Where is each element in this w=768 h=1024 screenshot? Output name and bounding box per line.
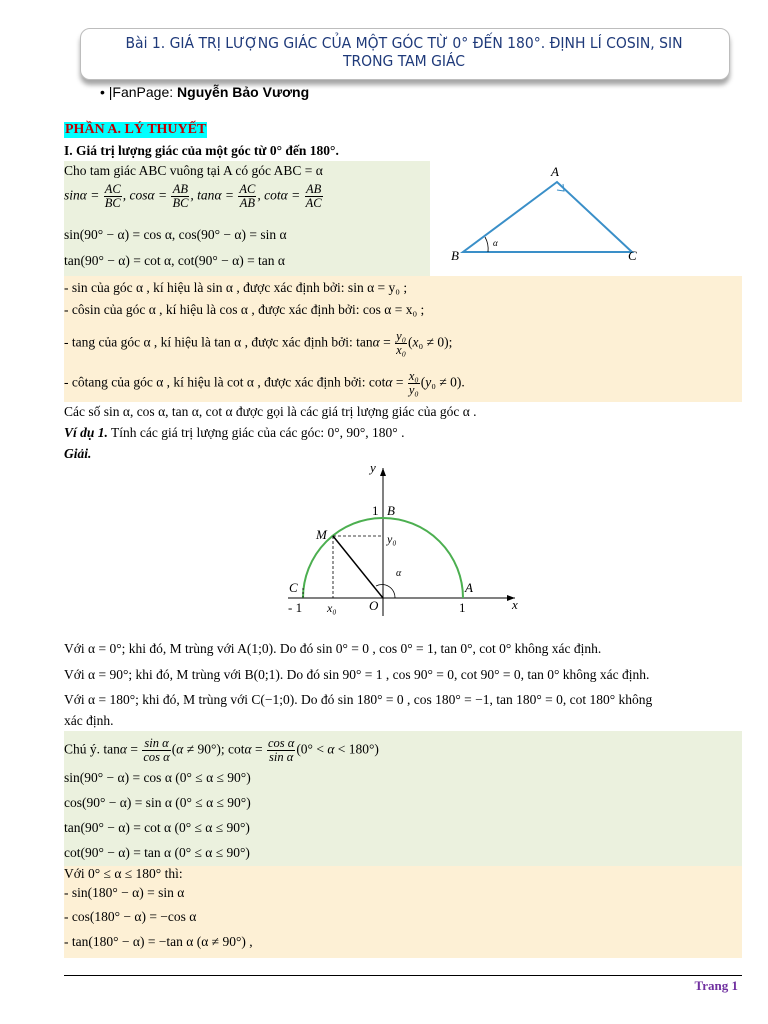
case-180-cont: xác định.: [64, 713, 114, 728]
label-neg-one: - 1: [288, 600, 303, 615]
label-one-top: 1: [372, 503, 379, 518]
label-A-point: A: [465, 580, 473, 595]
values-sentence: Các số sin α, cos α, tan α, cot α được gọi là các giá trị lượng giác của góc α .: [64, 404, 477, 419]
label-alpha-angle: α: [396, 568, 402, 579]
label-A: A: [551, 164, 559, 179]
triangle-shape: [463, 182, 632, 252]
label-C-point: C: [289, 580, 298, 595]
right-triangle-figure: [445, 160, 645, 270]
fanpage-name: Nguyễn Bảo Vương: [177, 84, 310, 100]
note-label: Chú ý.: [64, 741, 101, 757]
section-heading-a: PHẦN A. LÝ THUYẾT: [65, 122, 207, 137]
label-y-axis: y: [370, 460, 376, 475]
label-alpha: α: [493, 238, 498, 248]
title-line-2: TRONG TAM GIÁC: [342, 52, 466, 70]
def-sin: - sin của góc α , kí hiệu là sin α , được xác định bởi: sin α = y₀ ;: [64, 280, 408, 295]
def-cot: - côtang của góc α , kí hiệu là cot α , được xác định bởi: cotα = $\frac{\text{x₀}}{\text{y₀}}$ (y₀ ≠ 0).: [64, 369, 465, 397]
label-B-point: B: [387, 503, 395, 518]
section-heading-1: I. Giá trị lượng giác của một góc từ 0° đến 180°.: [64, 143, 339, 158]
page-value: 1: [731, 978, 738, 993]
intro-text: Cho tam giác ABC vuông tại A có góc ABC = α: [64, 163, 323, 178]
fanpage-prefix: |FanPage:: [108, 84, 178, 100]
footer-divider: [64, 975, 742, 976]
fanpage-line: [100, 84, 309, 100]
label-origin: O: [369, 598, 379, 613]
supplement-line-3: - tan(180° − α) = −tan α (α ≠ 90°) ,: [64, 934, 253, 949]
example-label: Ví dụ 1.: [64, 425, 108, 440]
complement-line-2: tan(90° − α) = cot α, cot(90° − α) = tan α: [64, 253, 285, 268]
ratio-formulas: sinα = $\frac{AC}{BC}$ , cosα = $\frac{AB}{BC}$ , tanα = $\frac{AC}{AB}$ , cotα = $\frac{AB}{AC}$: [64, 182, 322, 210]
note-line-2: cos(90° − α) = sin α (0° ≤ α ≤ 90°): [64, 795, 251, 810]
case-0: Với α = 0°; khi đó, M trùng với A(1;0). Do đó sin 0° = 0 , cos 0° = 1, tan 0°, cot 0° không xác định.: [64, 641, 602, 656]
supplement-line-1: - sin(180° − α) = sin α: [64, 885, 185, 900]
def-tan: - tang của góc α , kí hiệu là tan α , được xác định bởi: tanα = $\frac{\text{y₀}}{\text{x₀}}$ (x₀ ≠ 0);: [64, 329, 453, 357]
note-main: Chú ý. tanα = $\frac{\text{sin α}}{\text{cos α}}$ (α ≠ 90°); cotα = $\frac{\text{cos α}}{\text{sin α}}$ (0° < α < 180°): [64, 736, 379, 764]
label-y0: y₀: [387, 532, 397, 546]
supplement-line-2: - cos(180° − α) = −cos α: [64, 909, 197, 924]
label-x0: x₀: [327, 601, 337, 615]
def-tan-text: - tang của góc α , kí hiệu là tan α , được xác định bởi:: [64, 334, 353, 350]
label-C: C: [628, 248, 637, 263]
def-cos: - côsin của góc α , kí hiệu là cos α , được xác định bởi: cos α = x₀ ;: [64, 302, 425, 317]
note-line-4: cot(90° − α) = tan α (0° ≤ α ≤ 90°): [64, 845, 250, 860]
note-line-3: tan(90° − α) = cot α (0° ≤ α ≤ 90°): [64, 820, 250, 835]
angle-arc: [485, 237, 488, 252]
case-180: Với α = 180°; khi đó, M trùng với C(−1;0). Do đó sin 180° = 0 , cos 180° = −1, tan 180° = 0, cot 180° không: [64, 692, 653, 707]
label-one-right: 1: [459, 600, 466, 615]
def-cot-text: - côtang của góc α , kí hiệu là cot α , được xác định bởi:: [64, 374, 366, 390]
complement-line-1: sin(90° − α) = cos α, cos(90° − α) = sin α: [64, 227, 287, 242]
page-title: [90, 34, 718, 70]
label-M-point: M: [316, 527, 327, 542]
case-90: Với α = 90°; khi đó, M trùng với B(0;1). Do đó sin 90° = 1 , cos 90° = 0, cot 90° = 0, tan 0° không xác định.: [64, 667, 650, 682]
y-axis-arrow: [380, 468, 386, 476]
supplement-intro: Với 0° ≤ α ≤ 180° thì:: [64, 866, 183, 881]
angle-arc-alpha: [376, 585, 395, 598]
solution-label: Giải.: [64, 446, 92, 461]
page-label: Trang: [694, 978, 729, 993]
label-x-axis: x: [512, 597, 518, 612]
note-line-1: sin(90° − α) = cos α (0° ≤ α ≤ 90°): [64, 770, 251, 785]
radius-OM: [333, 536, 383, 598]
example-text: Tính các giá trị lượng giác của các góc: 0°, 90°, 180° .: [107, 425, 405, 440]
bullet-icon: •: [100, 84, 109, 100]
label-B: B: [451, 248, 459, 263]
page-number: [695, 978, 738, 994]
title-line-1: Bài 1. GIÁ TRỊ LƯỢNG GIÁC CỦA MỘT GÓC TỪ 0° ĐẾN 180°. ĐỊNH LÍ COSIN, SIN: [125, 34, 683, 52]
unit-circle-figure: [280, 458, 525, 618]
example-1: [64, 425, 404, 441]
